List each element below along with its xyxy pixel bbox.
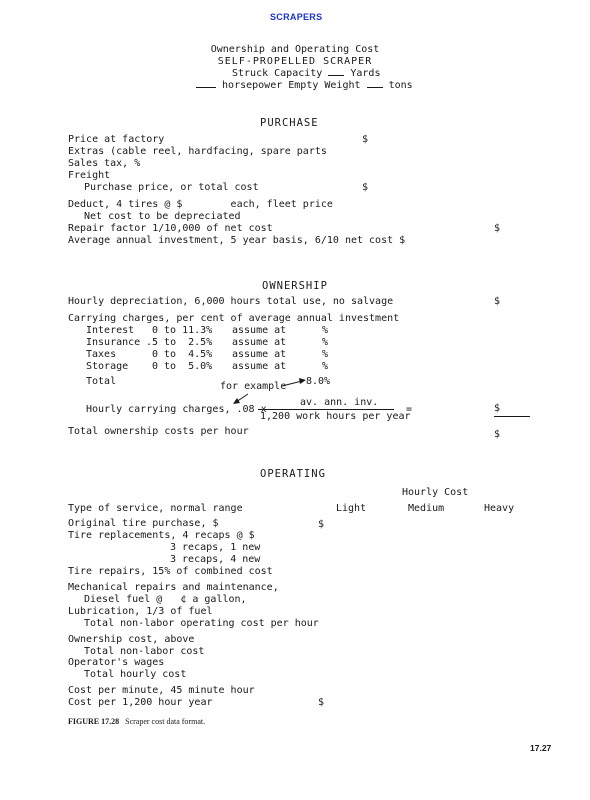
struck-capacity-label: Struck Capacity (232, 68, 323, 79)
figure-label: FIGURE 17.28 (68, 717, 120, 726)
interest-pct: % (322, 325, 329, 336)
storage-pct: % (322, 361, 329, 372)
purchase-price-dollar-sign: $ (362, 182, 369, 193)
insurance-assume: assume at (232, 337, 287, 348)
cost-per-year-dollar-sign: $ (318, 697, 325, 708)
column-heavy: Heavy (484, 503, 515, 514)
total-nonlabor-cost: Total non-labor cost (84, 646, 205, 657)
sales-tax: Sales tax, % (68, 158, 141, 169)
total-hourly-cost: Total hourly cost (84, 669, 187, 680)
cost-per-year: Cost per 1,200 hour year (68, 697, 213, 708)
net-cost: Net cost to be depreciated (84, 211, 241, 222)
for-example-arrow-line (282, 381, 302, 386)
extras: Extras (cable reel, hardfacing, spare parts (68, 146, 327, 157)
tire-purchase-dollar-sign: $ (318, 519, 325, 530)
total-label: Total (86, 376, 117, 387)
hourly-depreciation: Hourly depreciation, 6,000 hours total use, no salvage (68, 296, 394, 307)
total-ownership-dollar-sign: $ (494, 429, 501, 440)
carrying-charges: Carrying charges, per cent of average annual investment (68, 313, 400, 324)
price-dollar-sign: $ (362, 134, 369, 145)
storage-assume: assume at (232, 361, 287, 372)
interest-range: 0 to 11.3% (152, 325, 213, 336)
carrying-dollar-sign: $ (494, 403, 501, 414)
recaps-3-1-new: 3 recaps, 1 new (170, 542, 261, 553)
purchase-price: Purchase price, or total cost (84, 182, 259, 193)
column-light: Light (336, 503, 367, 514)
yards-label: Yards (350, 68, 381, 79)
depreciation-dollar-sign: $ (494, 296, 501, 307)
interest-label: Interest (86, 325, 135, 336)
ownership-cost-above: Ownership cost, above (68, 634, 195, 645)
hourly-cost-heading: Hourly Cost (402, 487, 469, 498)
example-rate: 8.0% (306, 376, 331, 387)
total-nonlabor-operating: Total non-labor operating cost per hour (84, 618, 319, 629)
original-tire-purchase: Original tire purchase, $ (68, 518, 219, 529)
form-title-line2: SELF-PROPELLED SCRAPER (217, 56, 373, 67)
for-example-arrowhead (299, 378, 306, 384)
figure-caption (68, 717, 205, 726)
storage-range: 0 to 5.0% (152, 361, 213, 372)
deduct-tires: Deduct, 4 tires @ $ each, fleet price (68, 199, 333, 210)
form-title-line1: Ownership and Operating Cost (210, 44, 380, 55)
tire-replacements: Tire replacements, 4 recaps @ $ (68, 530, 255, 541)
lubrication: Lubrication, 1/3 of fuel (68, 606, 213, 617)
hourly-carrying-charges: Hourly carrying charges, .08 x (86, 404, 267, 415)
type-of-service: Type of service, normal range (68, 503, 243, 514)
tons-label: tons (388, 80, 413, 91)
freight: Freight (68, 170, 111, 181)
ownership-heading: OWNERSHIP (262, 280, 328, 292)
operating-heading: OPERATING (260, 468, 326, 480)
fraction-numerator: av. ann. inv. (300, 397, 379, 408)
for-example-label: for example (220, 381, 287, 392)
total-ownership-costs: Total ownership costs per hour (68, 426, 249, 437)
operators-wages: Operator's wages (68, 657, 165, 668)
column-medium: Medium (408, 503, 445, 514)
diesel-fuel: Diesel fuel @ ¢ a gallon, (84, 594, 247, 605)
running-header: SCRAPERS (270, 12, 323, 22)
page-number: 17.27 (530, 743, 552, 753)
price-at-factory: Price at factory (68, 134, 165, 145)
recaps-3-4-new: 3 recaps, 4 new (170, 554, 261, 565)
horsepower-label: horsepower Empty Weight (222, 80, 361, 91)
insurance-pct: % (322, 337, 329, 348)
interest-assume: assume at (232, 325, 287, 336)
taxes-pct: % (322, 349, 329, 360)
equals-sign: = (406, 404, 413, 415)
purchase-heading: PURCHASE (260, 117, 319, 129)
tire-repairs: Tire repairs, 15% of combined cost (68, 566, 273, 577)
cost-per-minute: Cost per minute, 45 minute hour (68, 685, 255, 696)
insurance-label: Insurance (86, 337, 141, 348)
carrying-answer-line (494, 416, 530, 417)
taxes-label: Taxes (86, 349, 117, 360)
taxes-range: 0 to 4.5% (152, 349, 213, 360)
taxes-assume: assume at (232, 349, 287, 360)
fraction-denominator: 1,200 work hours per year (260, 411, 411, 422)
insurance-range: .5 to 2.5% (146, 337, 213, 348)
average-investment: Average annual investment, 5 year basis, 6/10 net cost $ (68, 235, 406, 246)
storage-label: Storage (86, 361, 129, 372)
mechanical-repairs: Mechanical repairs and maintenance, (68, 582, 279, 593)
fraction-bar (258, 409, 394, 410)
repair-factor-dollar-sign: $ (494, 223, 501, 234)
repair-factor: Repair factor 1/10,000 of net cost (68, 223, 273, 234)
figure-caption-text: Scraper cost data format. (125, 717, 206, 726)
